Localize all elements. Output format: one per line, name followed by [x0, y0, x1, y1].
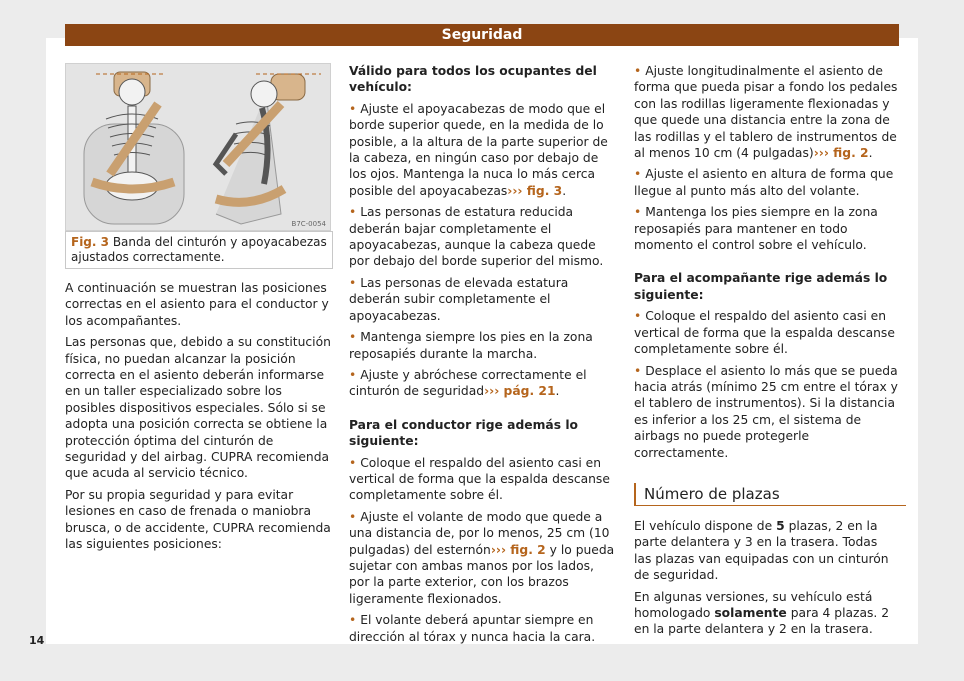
figure-illustration [65, 63, 331, 231]
bullet-icon: • [634, 167, 642, 182]
section-title: Número de plazas [634, 483, 906, 506]
list-item: • Mantenga los pies siempre en la zona reposapiés para mantener en todo momento el control sobre el vehículo. [634, 205, 878, 253]
bullet-icon: • [349, 330, 357, 345]
seatbelt-headrest-drawing [66, 64, 330, 230]
column-3 [634, 63, 898, 466]
list-item: • El volante deberá apuntar siempre en dirección al tórax y nunca hacia la cara. [349, 613, 596, 644]
cross-reference-link[interactable]: ››› fig. 2 [490, 542, 546, 557]
heading: Para el acompañante rige además lo siguiente: [634, 271, 888, 302]
paragraph: El vehículo dispone de 5 plazas, 2 en la parte delantera y 3 en la trasera. Todas las plazas van equipadas con un cinturón de seguridad. [634, 519, 889, 583]
list-item: • Ajuste el asiento en altura de forma que llegue al punto más alto del volante. [634, 167, 894, 198]
heading: Para el conductor rige además lo siguiente: [349, 417, 578, 449]
paragraph: Las personas que, debido a su constitución física, no puedan alcanzar la posición correcta en el asiento deberán informarse en un taller especializado sobre los posibles dispositivos especiales. Sólo si se adopta una posición correcta se obtiene la protección óptima del cinturón de seguridad y del airbag. CUPRA recomienda que acuda al servicio técnico. [65, 335, 331, 481]
bullet-icon: • [634, 309, 642, 324]
bullet-icon: • [349, 275, 357, 290]
list-item: • Las personas de estatura reducida deberán bajar completamente el apoyacabezas, aunque la cabeza quede por debajo del borde superior del mismo. [349, 205, 604, 269]
bullet-icon: • [349, 509, 357, 524]
heading: Válido para todos los ocupantes del vehículo: [349, 64, 597, 95]
caption-text: Banda del cinturón y apoyacabezas ajustados correctamente. [71, 235, 327, 264]
list-item: • Coloque el respaldo del asiento casi en vertical de forma que la espalda descanse completamente sobre él. [349, 455, 610, 503]
bullet-icon: • [349, 613, 357, 628]
bullet-icon: • [634, 363, 642, 378]
paragraph: A continuación se muestran las posiciones correctas en el asiento para el conductor y los acompañantes. [65, 281, 329, 328]
column-1 [65, 280, 331, 558]
figure-caption [65, 231, 333, 269]
page-number: 14 [29, 634, 45, 647]
section-header: Seguridad [65, 24, 899, 46]
bullet-icon: • [634, 205, 642, 220]
bullet-icon: • [349, 101, 357, 116]
cross-reference-link[interactable]: ››› fig. 3 [507, 183, 563, 198]
list-item: • Ajuste y abróchese correctamente el cinturón de seguridad››› pág. 21. [349, 367, 587, 399]
cross-reference-link[interactable]: ››› pág. 21 [484, 384, 556, 399]
section-body [634, 518, 898, 643]
column-2 [349, 63, 617, 650]
bullet-icon: • [349, 205, 357, 220]
list-item: • Las personas de elevada estatura deberán subir completamente el apoyacabezas. [349, 275, 569, 323]
bullet-icon: • [349, 455, 357, 470]
figure-ref[interactable]: Fig. 3 [71, 235, 109, 249]
list-item: • Coloque el respaldo del asiento casi en vertical de forma que la espalda descanse completamente sobre él. [634, 309, 895, 357]
bullet-icon: • [349, 367, 357, 382]
list-item: • Mantenga siempre los pies en la zona reposapiés durante la marcha. [349, 330, 593, 361]
paragraph: Por su propia seguridad y para evitar lesiones en caso de frenada o maniobra brusca, o de accidente, CUPRA recomienda las siguientes posiciones: [65, 487, 331, 552]
list-item: • Desplace el asiento lo más que se pueda hacia atrás (mínimo 25 cm entre el tórax y el tablero de instrumentos). Si la distancia es inferior a los 25 cm, el sistema de airbags no puede protegerle correctamente. [634, 363, 898, 460]
cross-reference-link[interactable]: ››› fig. 2 [813, 146, 869, 161]
list-item: • Ajuste el volante de modo que quede a una distancia de, por lo menos, 25 cm (10 pulgadas) del esternón››› fig. 2 y lo pueda sujetar con ambas manos por los lados, por la parte exterior, con los brazos ligeramente flexionados. [349, 509, 615, 606]
list-item: • Ajuste el apoyacabezas de modo que el borde superior quede, en la medida de lo posible, a la altura de la parte superior de la cabeza, en ningún caso por debajo de los ojos. Mantenga la nuca lo más cerca posible del apoyacabezas››› fig. 3. [349, 101, 608, 198]
figure-code: B7C-0054 [291, 220, 326, 228]
paragraph: En algunas versiones, su vehículo está homologado solamente para 4 plazas. 2 en la parte delantera y 2 en la trasera. [634, 589, 890, 637]
list-item: • Ajuste longitudinalmente el asiento de forma que pueda pisar a fondo los pedales con las rodillas ligeramente flexionadas y que quede una distancia entre la zona de las rodillas y el tablero de instrumentos de al menos 10 cm (4 pulgadas)››› fig. 2. [634, 64, 898, 161]
bullet-icon: • [634, 64, 642, 78]
